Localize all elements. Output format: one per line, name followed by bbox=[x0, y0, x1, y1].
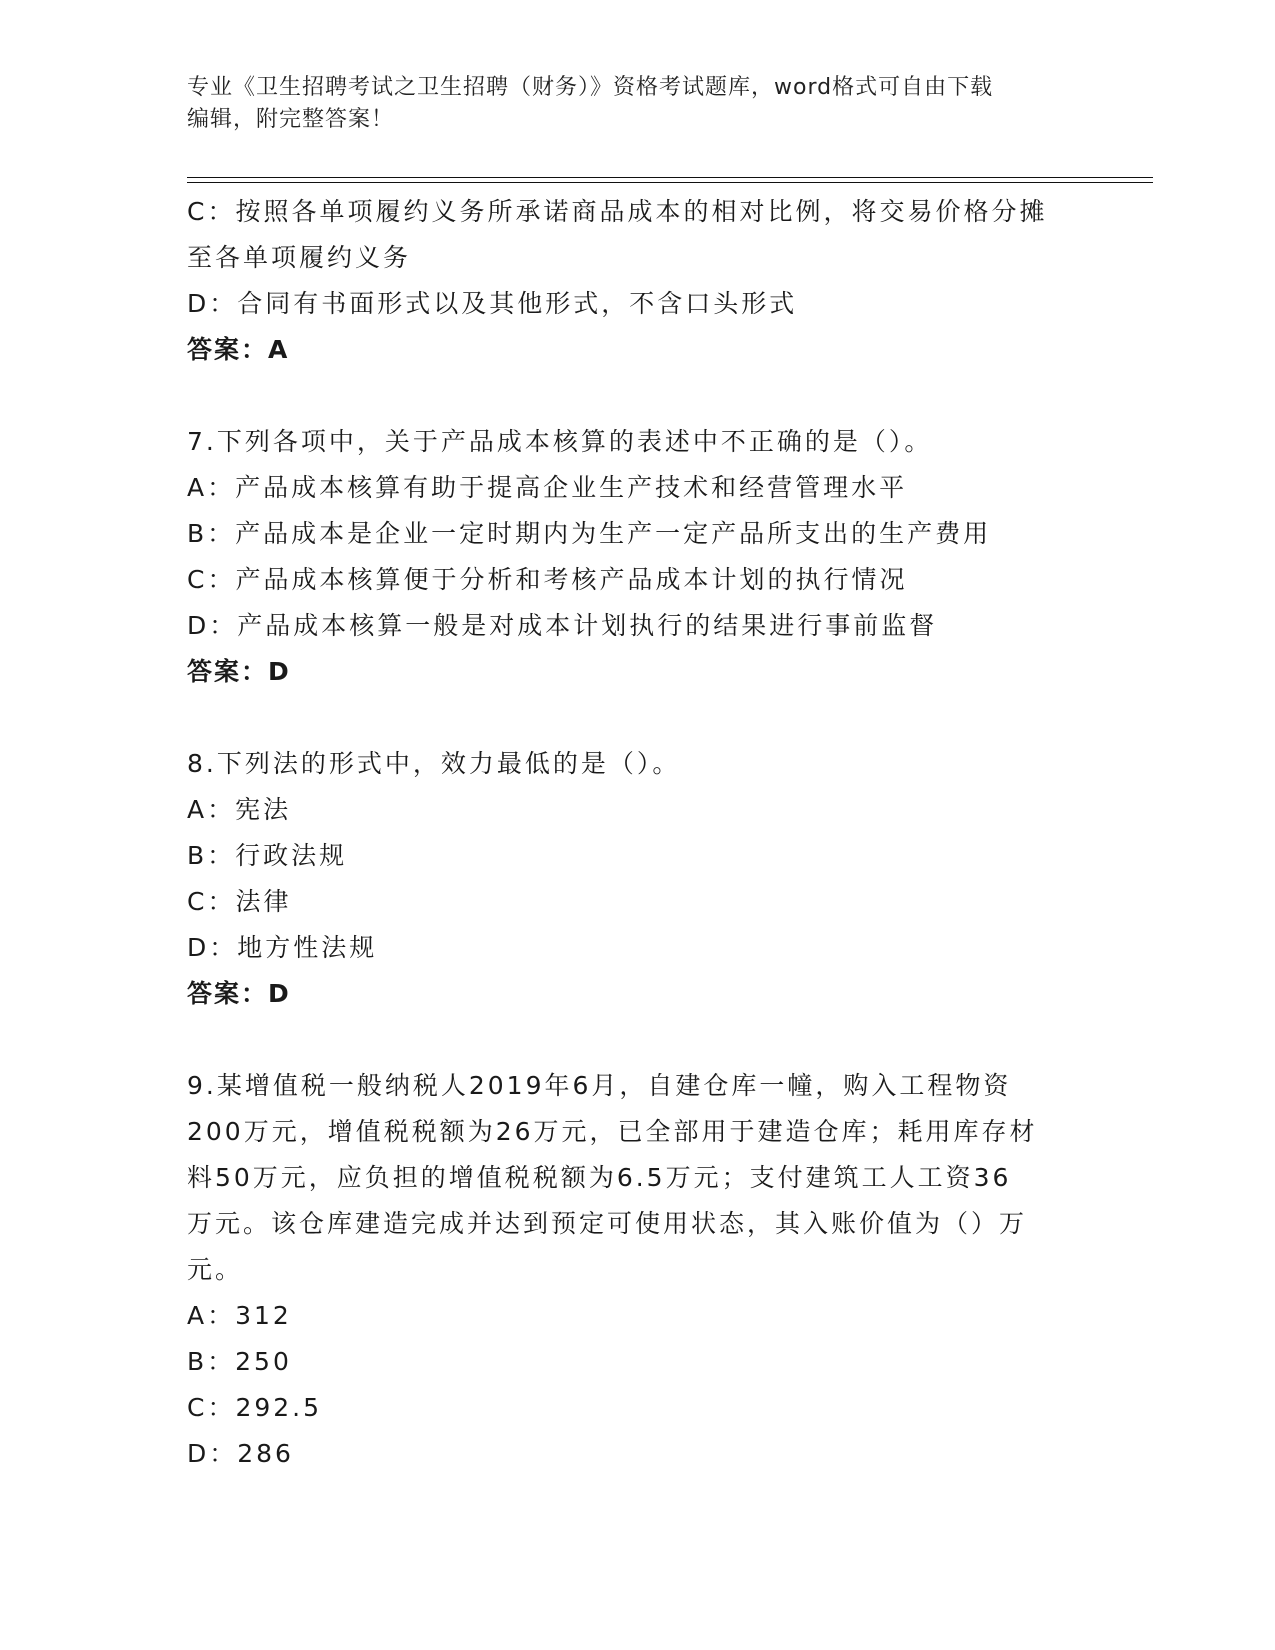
q9-option-c: C：292.5 bbox=[187, 1393, 323, 1422]
q6-option-c-line-1: C：按照各单项履约义务所承诺商品成本的相对比例，将交易价格分摊 bbox=[187, 197, 1048, 226]
q7-question: 7.下列各项中，关于产品成本核算的表述中不正确的是（）。 bbox=[187, 427, 933, 456]
q8-option-a: A：宪法 bbox=[187, 795, 292, 824]
q6-option-d: D：合同有书面形式以及其他形式，不含口头形式 bbox=[187, 289, 798, 318]
q8-option-d: D：地方性法规 bbox=[187, 933, 378, 962]
q8-option-b: B：行政法规 bbox=[187, 841, 348, 870]
q9-question-line-5: 元。 bbox=[187, 1255, 244, 1284]
question-8-block bbox=[187, 741, 1087, 1017]
header-line-2: 编辑，附完整答案！ bbox=[187, 107, 395, 132]
q7-option-d: D：产品成本核算一般是对成本计划执行的结果进行事前监督 bbox=[187, 611, 938, 640]
q9-option-a: A：312 bbox=[187, 1301, 292, 1330]
question-7-block bbox=[187, 419, 1087, 695]
q9-option-d: D：286 bbox=[187, 1439, 294, 1468]
q7-answer: 答案：D bbox=[187, 657, 291, 686]
q7-option-a: A：产品成本核算有助于提高企业生产技术和经营管理水平 bbox=[187, 473, 908, 502]
q9-option-b: B：250 bbox=[187, 1347, 292, 1376]
header-divider-top bbox=[187, 177, 1153, 178]
q7-option-c: C：产品成本核算便于分析和考核产品成本计划的执行情况 bbox=[187, 565, 908, 594]
q9-question-line-2: 200万元，增值税税额为26万元，已全部用于建造仓库；耗用库存材 bbox=[187, 1117, 1038, 1146]
q9-question-line-4: 万元。该仓库建造完成并达到预定可使用状态，其入账价值为（）万 bbox=[187, 1209, 1028, 1238]
q8-question: 8.下列法的形式中，效力最低的是（）。 bbox=[187, 749, 681, 778]
q6-answer: 答案：A bbox=[187, 335, 290, 364]
q8-option-c: C：法律 bbox=[187, 887, 292, 916]
q7-option-b: B：产品成本是企业一定时期内为生产一定产品所支出的生产费用 bbox=[187, 519, 992, 548]
question-9-block bbox=[187, 1063, 1087, 1477]
q9-question-line-1: 9.某增值税一般纳税人2019年6月，自建仓库一幢，购入工程物资 bbox=[187, 1071, 1012, 1100]
spacer bbox=[187, 695, 1087, 741]
document-header bbox=[187, 72, 1087, 136]
q8-answer: 答案：D bbox=[187, 979, 291, 1008]
q6-option-c-line-2: 至各单项履约义务 bbox=[187, 243, 412, 272]
q9-question-line-3: 料50万元，应负担的增值税税额为6.5万元；支付建筑工人工资36 bbox=[187, 1163, 1012, 1192]
spacer bbox=[187, 373, 1087, 419]
spacer bbox=[187, 1017, 1087, 1063]
question-content bbox=[187, 189, 1087, 1477]
question-6-block bbox=[187, 189, 1087, 373]
header-line-1: 专业《卫生招聘考试之卫生招聘（财务）》资格考试题库，word格式可自由下载 bbox=[187, 75, 994, 100]
header-divider-bottom bbox=[187, 182, 1153, 183]
